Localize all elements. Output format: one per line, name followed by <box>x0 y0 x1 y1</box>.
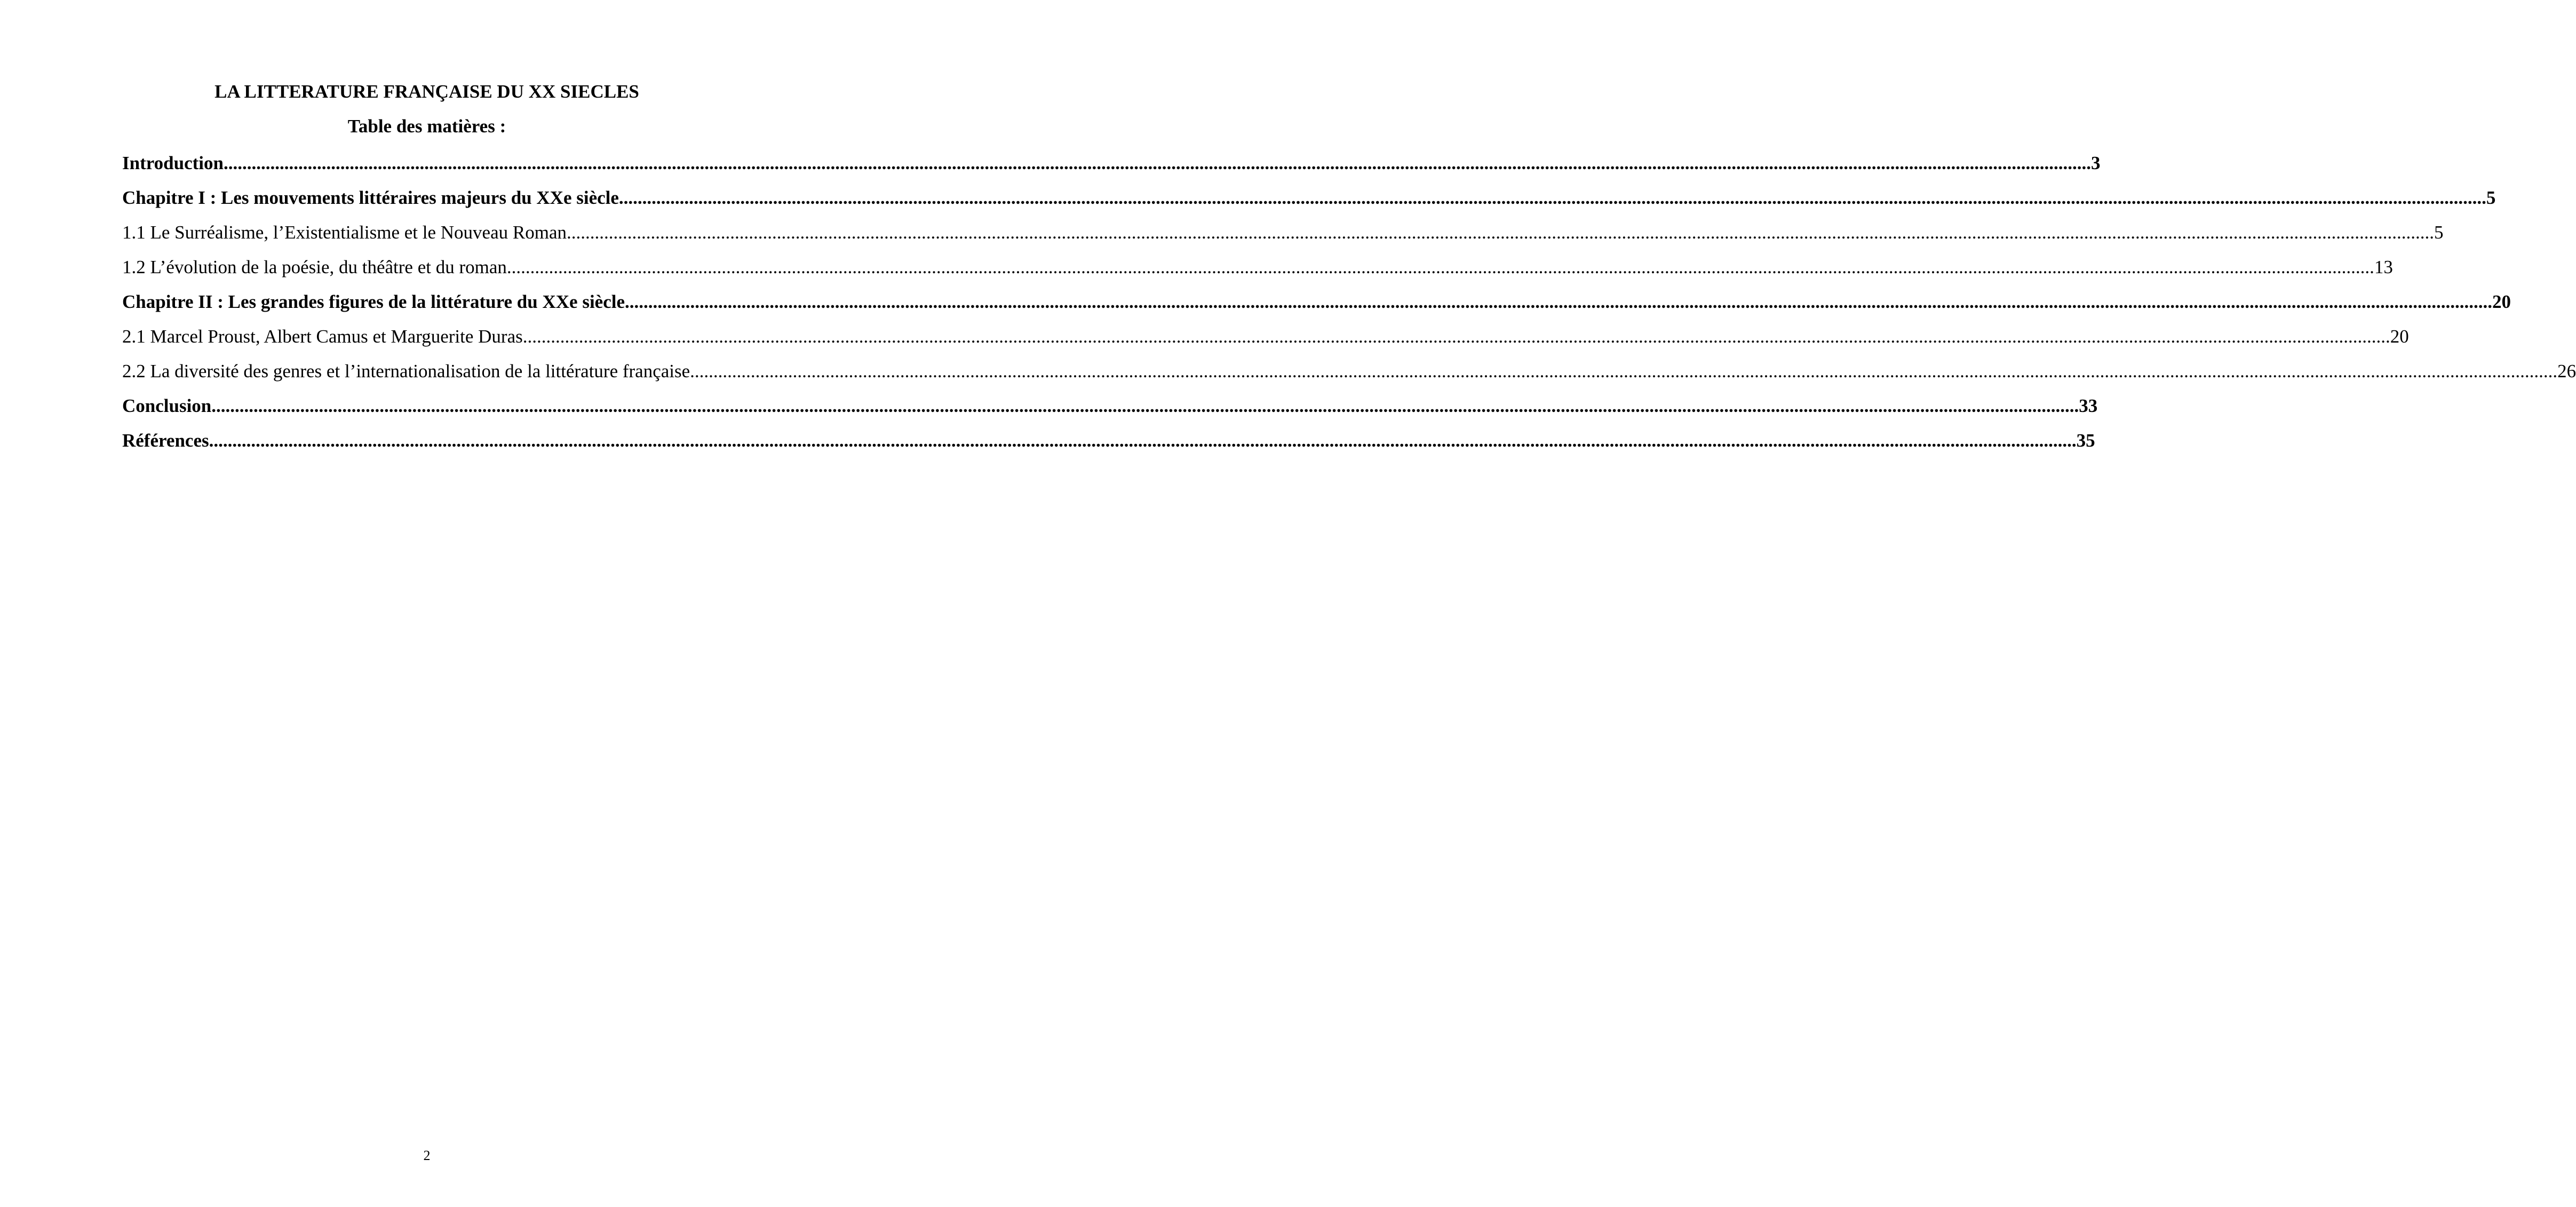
toc-entry-page: 26 <box>2557 361 2576 382</box>
toc-dot-leader: ................................................................................................................................................................................................................................................................................................................................................................................................................ <box>209 430 2077 451</box>
toc-dot-leader: ................................................................................................................................................................................................................................................................................................................................................................................................................ <box>506 257 2374 277</box>
toc-entry-label: Introduction <box>122 153 224 173</box>
page-number: 2 <box>423 1148 431 1163</box>
toc-entry-label: Conclusion <box>122 395 212 416</box>
toc-entry-label: Références <box>122 430 209 451</box>
toc-entry-page: 5 <box>2486 187 2496 208</box>
toc-entry-page: 20 <box>2390 326 2409 347</box>
toc-entry-section-1-1[interactable] <box>122 219 2444 253</box>
toc-entry-introduction[interactable] <box>122 149 2101 184</box>
toc-entry-page: 33 <box>2079 395 2098 416</box>
toc-entry-page: 5 <box>2434 222 2444 243</box>
toc-entry-label: Chapitre II : Les grandes figures de la littérature du XXe siècle <box>122 291 625 312</box>
toc-entry-label: 1.1 Le Surréalisme, l’Existentialisme et le Nouveau Roman <box>122 222 567 243</box>
toc-entry-chapitre-1[interactable] <box>122 184 2496 219</box>
toc-entry-page: 20 <box>2492 291 2511 312</box>
toc-entry-page: 13 <box>2374 257 2393 277</box>
toc-entry-section-1-2[interactable] <box>122 253 2393 288</box>
toc-entry-conclusion[interactable] <box>122 392 2098 427</box>
toc-entry-label: Chapitre I : Les mouvements littéraires majeurs du XXe siècle <box>122 187 619 208</box>
table-of-contents <box>122 149 2576 462</box>
toc-entry-section-2-2[interactable] <box>122 358 2576 392</box>
toc-entry-label: 2.1 Marcel Proust, Albert Camus et Marguerite Duras <box>122 326 523 347</box>
toc-heading: Table des matières : <box>347 116 506 137</box>
toc-entry-label: 1.2 L’évolution de la poésie, du théâtre et du roman <box>122 257 507 277</box>
toc-entry-label: 2.2 La diversité des genres et l’internationalisation de la littérature française <box>122 361 690 382</box>
toc-entry-page: 35 <box>2076 430 2095 451</box>
toc-entry-references[interactable] <box>122 427 2095 462</box>
toc-entry-chapitre-2[interactable] <box>122 288 2511 323</box>
document-title: LA LITTERATURE FRANÇAISE DU XX SIECLES <box>214 81 639 102</box>
toc-dot-leader: ................................................................................................................................................................................................................................................................................................................................................................................................................ <box>625 291 2492 312</box>
toc-entry-section-2-1[interactable] <box>122 323 2409 358</box>
toc-entry-page: 3 <box>2090 153 2101 173</box>
toc-dot-leader: ................................................................................................................................................................................................................................................................................................................................................................................................................ <box>566 222 2434 243</box>
toc-dot-leader: ................................................................................................................................................................................................................................................................................................................................................................................................................ <box>618 187 2486 208</box>
toc-dot-leader: ................................................................................................................................................................................................................................................................................................................................................................................................................ <box>522 326 2390 347</box>
toc-dot-leader: ................................................................................................................................................................................................................................................................................................................................................................................................................ <box>690 361 2558 382</box>
toc-dot-leader: ................................................................................................................................................................................................................................................................................................................................................................................................................ <box>223 153 2091 173</box>
toc-dot-leader: ................................................................................................................................................................................................................................................................................................................................................................................................................ <box>211 395 2079 416</box>
